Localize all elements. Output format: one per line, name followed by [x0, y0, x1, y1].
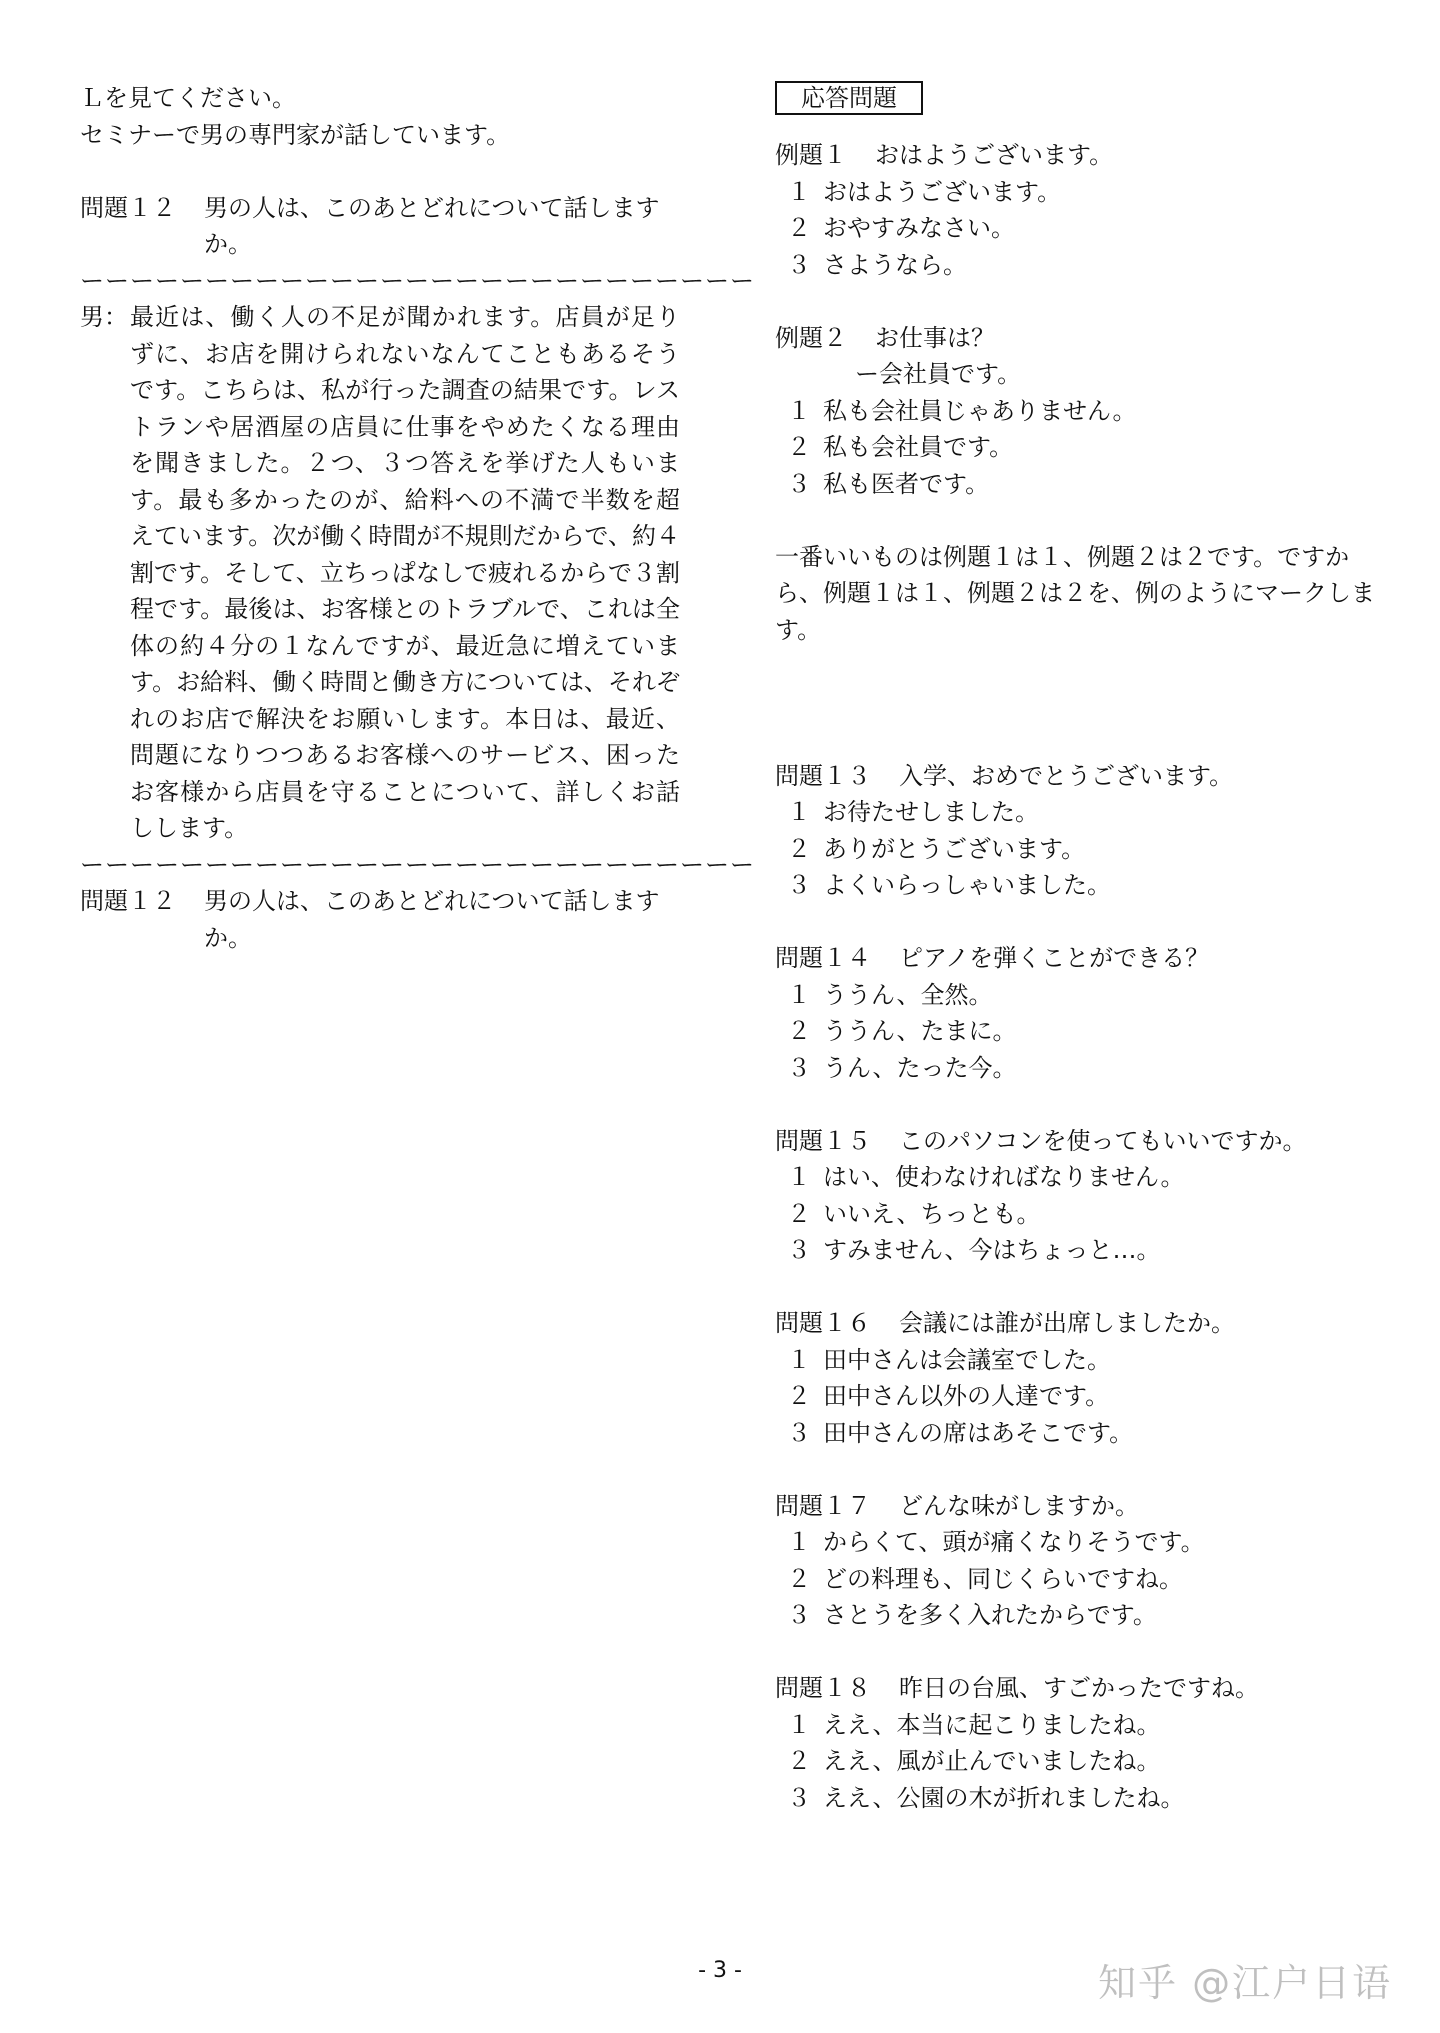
question-12-header [80, 190, 680, 263]
choice-number: １ [787, 1710, 811, 1739]
question-prompt: 昨日の台風、すごかったですね。 [899, 1674, 1259, 1702]
choice-item [775, 1743, 1395, 1780]
question-12-repeat [80, 883, 680, 956]
choice-number: ３ [787, 250, 811, 279]
divider-line: ーーーーーーーーーーーーーーーーーーーーーーーーーーー [80, 850, 755, 879]
choice-item [775, 831, 1395, 868]
choice-text: どの料理も、同じくらいですね。 [823, 1564, 1183, 1593]
example-reply: ー会社員です。 [855, 360, 1022, 388]
question-number: 問題１３ [775, 761, 871, 790]
choice-item [775, 1561, 1395, 1598]
intro-line-1: Ｌを見てください。 [80, 84, 296, 112]
question-number: 問題１６ [775, 1309, 871, 1337]
question-prompt: ピアノを弾くことができる？ [899, 944, 1210, 972]
choice-text: 田中さんは会議室でした。 [823, 1345, 1111, 1374]
choice-text: いいえ、ちっとも。 [823, 1199, 1041, 1228]
choice-item [775, 1378, 1395, 1415]
divider-line: ーーーーーーーーーーーーーーーーーーーーーーーーーーー [80, 266, 755, 295]
choice-number: １ [787, 177, 811, 206]
choice-item [775, 174, 1395, 211]
choice-text: はい、使わなければなりません。 [823, 1163, 1185, 1191]
choice-text: 私も会社員じゃありません。 [823, 396, 1137, 425]
choice-item [775, 1342, 1395, 1379]
example-prompt: おはようございます。 [875, 141, 1114, 169]
choice-number: ３ [787, 871, 811, 899]
choice-number: ３ [787, 469, 811, 498]
choice-number: ２ [787, 1199, 811, 1228]
choice-item [775, 466, 1395, 503]
question-prompt: どんな味がしますか。 [899, 1491, 1139, 1520]
choice-number: ３ [787, 1053, 811, 1082]
question-13 [775, 758, 1395, 904]
choice-text: ううん、全然。 [823, 980, 993, 1009]
example-2 [775, 320, 1395, 503]
choice-item [775, 977, 1395, 1014]
intro-line-2: セミナーで男の専門家が話しています。 [80, 120, 511, 149]
question-prompt: このパソコンを使ってもいいですか。 [899, 1126, 1307, 1155]
choice-text: すみません、今はちょっと…。 [823, 1236, 1161, 1264]
choice-number: ３ [787, 1601, 811, 1629]
choice-item [775, 1707, 1395, 1744]
example-prompt: お仕事は？ [875, 323, 995, 352]
choice-number: ３ [787, 1418, 811, 1447]
question-number: 問題１２ [80, 193, 176, 222]
question-text: 男の人は、このあとどれについて話しますか。 [204, 193, 660, 258]
question-prompt: 会議には誰が出席しましたか。 [899, 1309, 1235, 1337]
choice-item [775, 210, 1395, 247]
choice-item [775, 1597, 1395, 1634]
choice-item [775, 1780, 1395, 1817]
question-17 [775, 1488, 1395, 1634]
choice-item [775, 1232, 1395, 1269]
example-label: 例題１ [775, 141, 847, 169]
watermark: 知乎 @江户日语 [1098, 1961, 1393, 2005]
choice-number: １ [787, 798, 811, 826]
choice-number: １ [787, 1163, 811, 1191]
choice-number: ２ [787, 1382, 811, 1410]
right-column [775, 80, 1395, 1816]
question-15 [775, 1123, 1395, 1269]
choice-item [775, 1524, 1395, 1561]
section-title: 応答問題 [775, 81, 923, 115]
choice-text: ううん、たまに。 [823, 1017, 1017, 1045]
choice-text: さとうを多く入れたからです。 [823, 1601, 1157, 1629]
choice-item [775, 1159, 1395, 1196]
question-list [775, 758, 1395, 1817]
question-prompt: 入学、おめでとうございます。 [899, 761, 1234, 790]
question-number: 問題１２ [80, 887, 176, 915]
choice-text: さようなら。 [823, 250, 967, 279]
choice-text: おはようございます。 [823, 177, 1062, 206]
question-14 [775, 940, 1395, 1086]
choice-number: １ [787, 1345, 811, 1374]
choice-number: ３ [787, 1783, 811, 1812]
choice-item [775, 1415, 1395, 1452]
choice-text: 私も医者です。 [823, 469, 990, 498]
question-18 [775, 1670, 1395, 1816]
page-number: - 3 - [698, 1958, 742, 1983]
left-column [80, 80, 755, 956]
choice-number: １ [787, 1528, 811, 1556]
choice-item [775, 1013, 1395, 1050]
choice-item [775, 247, 1395, 284]
choice-text: ええ、本当に起こりましたね。 [823, 1710, 1161, 1739]
choice-number: ２ [787, 433, 811, 461]
choice-text: ありがとうございます。 [823, 834, 1086, 863]
question-number: 問題１７ [775, 1491, 871, 1520]
choice-item [775, 1050, 1395, 1087]
choice-number: ２ [787, 214, 811, 242]
example-1 [775, 137, 1395, 283]
choice-text: からくて、頭が痛くなりそうです。 [823, 1528, 1205, 1556]
choice-text: うん、たった今。 [823, 1053, 1017, 1082]
question-number: 問題１５ [775, 1126, 871, 1155]
choice-item [775, 393, 1395, 430]
choice-text: おやすみなさい。 [823, 214, 1015, 242]
question-number: 問題１８ [775, 1674, 871, 1702]
speech-text: 最近は、働く人の不足が聞かれます。店員が足りずに、お店を開けられないなんてこともあるそうです。こちらは、私が行った調査の結果です。レストランや居酒屋の店員に仕事をやめたくなる理由を聞きました。２つ、３つ答えを挙げた人もいます。最も多かったのが、給料への不満で半数を超えています。次が働く時間が不規則だからで、約４割です。そして、立ちっぱなしで疲れるからで３割程です。最後は、お客様とのトラブルで、これは全体の約４分の１なんですが、最近急に増えています。お給料、働く時間と働き方については、それぞれのお店で解決をお願いします。本日は、最近、問題になりつつあるお客様へのサービス、困ったお客様から店員を守ることについて、詳しくお話しします。 [130, 303, 680, 842]
choice-text: お待たせしました。 [823, 798, 1039, 826]
choice-number: ２ [787, 1017, 811, 1045]
choice-text: 田中さんの席はあそこです。 [823, 1418, 1134, 1447]
speech-block [80, 299, 680, 847]
choice-text: よくいらっしゃいました。 [823, 871, 1111, 899]
choice-number: ２ [787, 1564, 811, 1593]
question-number: 問題１４ [775, 944, 871, 972]
choice-number: ２ [787, 834, 811, 863]
choice-number: ２ [787, 1747, 811, 1775]
choice-text: ええ、公園の木が折れましたね。 [823, 1783, 1185, 1812]
speaker-label: 男： [80, 303, 128, 331]
example-label: 例題２ [775, 323, 847, 352]
choice-item [775, 1196, 1395, 1233]
choice-number: １ [787, 396, 811, 425]
choice-item [775, 429, 1395, 466]
choice-text: 田中さん以外の人達です。 [823, 1382, 1110, 1410]
choice-text: ええ、風が止んでいましたね。 [823, 1747, 1161, 1775]
choice-item [775, 794, 1395, 831]
question-16 [775, 1305, 1395, 1451]
choice-number: ３ [787, 1236, 811, 1264]
choice-text: 私も会社員です。 [823, 433, 1014, 461]
choice-number: １ [787, 980, 811, 1009]
question-text: 男の人は、このあとどれについて話しますか。 [204, 887, 660, 952]
choice-item [775, 867, 1395, 904]
explanation-text: 一番いいものは例題１は１、例題２は２です。ですから、例題１は１、例題２は２を、例のようにマークします。 [775, 542, 1375, 644]
